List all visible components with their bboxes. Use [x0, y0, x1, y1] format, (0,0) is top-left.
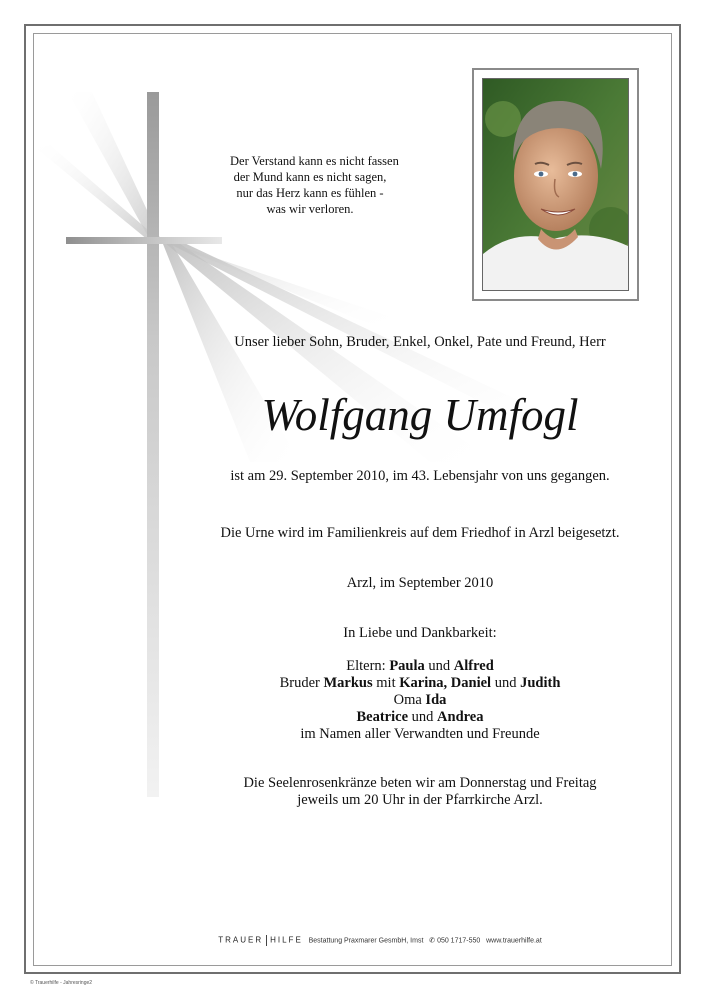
footer-bar	[180, 935, 580, 946]
company-name: Bestattung Praxmarer GesmbH, Imst	[308, 937, 424, 945]
passing-notice: ist am 29. September 2010, im 43. Lebensjahr von uns gegangen.	[230, 468, 610, 484]
grandma-label: Oma	[393, 692, 422, 708]
verse-line: Der Verstand kann es nicht fassen	[230, 154, 399, 168]
memorial-verse	[230, 153, 399, 217]
conjunction: und	[428, 658, 451, 674]
ray-upper-1	[68, 92, 160, 240]
place-and-date: Arzl, im September 2010	[346, 575, 494, 591]
conjunction: und	[411, 709, 434, 725]
family-name: Judith	[520, 675, 561, 691]
family-names: Karina, Daniel	[399, 675, 492, 691]
intro-line: Unser lieber Sohn, Bruder, Enkel, Onkel, Pate und Freund, Herr	[234, 334, 606, 350]
logo-text: HILFE	[270, 935, 303, 945]
website-link[interactable]: www.trauerhilfe.at	[486, 937, 542, 945]
conjunction: mit	[376, 675, 396, 691]
parents-label: Eltern:	[346, 658, 386, 674]
conjunction: und	[494, 675, 517, 691]
mourners-parents	[190, 657, 650, 675]
deceased-name: Wolfgang Umfogl	[261, 390, 579, 440]
portrait-frame	[472, 68, 639, 301]
credit-note: © Trauerhilfe - Jahresringe2	[30, 980, 93, 986]
verse-line: der Mund kann es nicht sagen,	[233, 170, 387, 184]
cross-horizontal-beam	[66, 237, 222, 244]
verse-line: nur das Herz kann es fühlen -	[236, 186, 384, 200]
mourners-relatives: im Namen aller Verwandten und Freunde	[300, 726, 540, 742]
brother-name: Markus	[323, 675, 373, 691]
cross-vertical-beam	[147, 92, 159, 797]
parent-name: Alfred	[453, 658, 494, 674]
gratitude-line: In Liebe und Dankbarkeit:	[343, 625, 497, 641]
verse-line: was wir verloren.	[266, 202, 354, 216]
phone-icon: ✆	[429, 937, 436, 945]
brother-label: Bruder	[279, 675, 320, 691]
logo-divider	[266, 935, 267, 946]
mourners-grandma	[190, 691, 650, 709]
mourners-others	[190, 708, 650, 726]
rosary-line-2: jeweils um 20 Uhr in der Pfarrkirche Arzl.	[297, 792, 543, 808]
grandma-name: Ida	[425, 692, 447, 708]
mourner-name: Beatrice	[356, 709, 409, 725]
parent-name: Paula	[389, 658, 425, 674]
rosary-line-1: Die Seelenrosenkränze beten wir am Donnerstag und Freitag	[243, 775, 597, 791]
burial-notice: Die Urne wird im Familienkreis auf dem Friedhof in Arzl beigesetzt.	[220, 525, 620, 541]
portrait-photo	[482, 78, 629, 291]
logo-text: TRAUER	[218, 935, 264, 945]
mourners-brother	[190, 674, 650, 692]
phone-number: 050 1717-550	[437, 937, 481, 945]
mourner-name: Andrea	[437, 709, 484, 725]
